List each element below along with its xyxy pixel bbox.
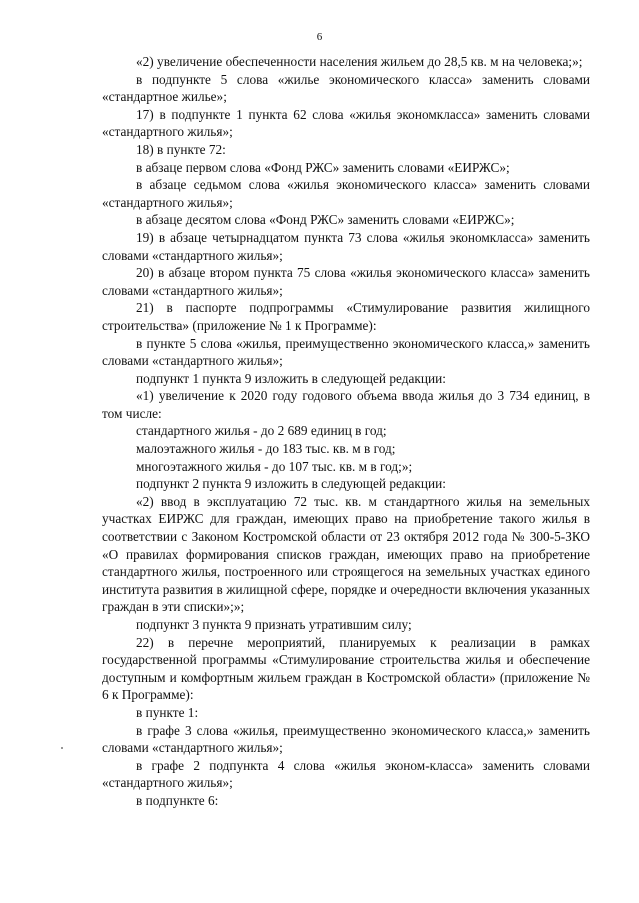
paragraph: 19) в абзаце четырнадцатом пункта 73 слова «жилья экономкласса» заменить словами «стандартного жилья»; xyxy=(102,229,590,263)
scan-speck xyxy=(61,747,63,749)
paragraph: в абзаце первом слова «Фонд РЖС» заменить словами «ЕИРЖС»; xyxy=(136,159,510,175)
paragraph: «2) ввод в эксплуатацию 72 тыс. кв. м стандартного жилья на земельных участках ЕИРЖС для граждан, имеющих право на приобретение такого жилья в соответствии с Законом Костромской области от 23 октября 2012 года № 300-5-ЗКО «О правилах формирования списков граждан, имеющих право на приобретение стандартного жилья, построенного или строящегося на земельных участках единого института развития в жилищной сфере, порядке и очередности включения указанных граждан в эти списки»;»; xyxy=(102,493,590,615)
paragraph: подпункт 2 пункта 9 изложить в следующей редакции: xyxy=(136,476,446,492)
paragraph: 22) в перечне мероприятий, планируемых к реализации в рамках государственной программы «Стимулирование строительства жилья и обеспечение доступным и комфортным жильем граждан в Костромской области» (приложение № 6 к Программе): xyxy=(102,634,590,703)
paragraph: в абзаце десятом слова «Фонд РЖС» заменить словами «ЕИРЖС»; xyxy=(136,212,515,228)
paragraph: 18) в пункте 72: xyxy=(136,141,226,157)
paragraph: в абзаце седьмом слова «жилья экономического класса» заменить словами «стандартного жилья»; xyxy=(102,177,590,210)
paragraph: 17) в подпункте 1 пункта 62 слова «жилья экономкласса» заменить словами «стандартного жилья»; xyxy=(102,106,590,140)
paragraph: в графе 3 слова «жилья, преимущественно экономического класса,» заменить словами «стандартного жилья»; xyxy=(102,722,590,756)
paragraph: в подпункте 6: xyxy=(136,792,219,808)
paragraph: 20) в абзаце втором пункта 75 слова «жилья экономического класса» заменить словами «стандартного жилья»; xyxy=(102,265,590,298)
paragraph: в пункте 5 слова «жилья, преимущественно экономического класса,» заменить словами «стандартного жилья»; xyxy=(102,335,590,369)
paragraph: в пункте 1: xyxy=(136,704,199,720)
paragraph: в подпункте 5 слова «жилье экономического класса» заменить словами «стандартное жилье»; xyxy=(102,71,590,105)
paragraph: «2) увеличение обеспеченности населения жильем до 28,5 кв. м на человека;»; xyxy=(136,54,583,69)
page-number: 6 xyxy=(316,31,323,43)
document-body xyxy=(102,53,590,810)
paragraph: в графе 2 подпункта 4 слова «жилья эконом-класса» заменить словами «стандартного жилья»; xyxy=(102,757,590,791)
paragraph: подпункт 1 пункта 9 изложить в следующей редакции: xyxy=(136,370,446,386)
paragraph: многоэтажного жилья - до 107 тыс. кв. м в год;»; xyxy=(136,458,413,474)
paragraph: 21) в паспорте подпрограммы «Стимулирование развития жилищного строительства» (приложение № 1 к Программе): xyxy=(102,300,590,333)
paragraph: «1) увеличение к 2020 году годового объема ввода жилья до 3 734 единиц, в том числе: xyxy=(102,388,590,421)
paragraph: подпункт 3 пункта 9 признать утратившим силу; xyxy=(136,617,412,632)
paragraph: малоэтажного жилья - до 183 тыс. кв. м в год; xyxy=(136,441,396,457)
paragraph: стандартного жилья - до 2 689 единиц в год; xyxy=(136,423,387,439)
